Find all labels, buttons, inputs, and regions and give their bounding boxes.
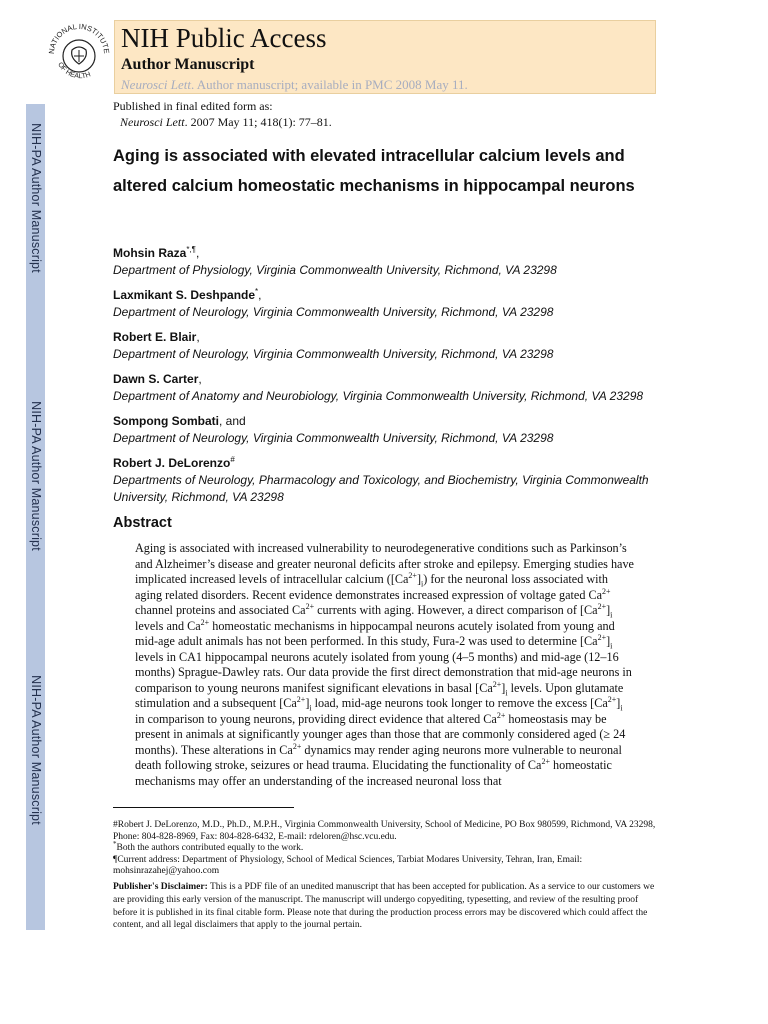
abstract-sub: i bbox=[309, 703, 312, 713]
abstract-sup: 2+ bbox=[305, 601, 315, 611]
author-suffix: , bbox=[258, 288, 262, 302]
author-affiliation: Department of Physiology, Virginia Commonwealth University, Richmond, VA 23298 bbox=[113, 263, 557, 277]
abstract-sup: 2+ bbox=[597, 632, 607, 642]
author-mark: * bbox=[255, 287, 259, 296]
abstract-sup: 2+ bbox=[296, 694, 306, 704]
abstract-text: dynamics may render aging neurons more vulnerable to neuronal death following stroke, seizures or head trauma. Elucidating the functionality of Ca bbox=[135, 742, 622, 772]
author-list bbox=[113, 241, 673, 510]
disclaimer-label: Publisher's Disclaimer: bbox=[113, 882, 208, 892]
abstract-text: ] bbox=[606, 634, 611, 648]
author-name-line bbox=[113, 409, 673, 430]
abstract-text: ] bbox=[305, 696, 310, 710]
author-mark: # bbox=[230, 455, 235, 464]
abstract-body bbox=[135, 541, 635, 789]
header-availability bbox=[121, 77, 468, 93]
abstract-text: ] bbox=[416, 572, 421, 586]
abstract-sub: i bbox=[620, 703, 623, 713]
abstract-sup: 2+ bbox=[200, 617, 210, 627]
author-name: Mohsin Raza bbox=[113, 246, 187, 260]
seal-icon bbox=[44, 14, 114, 94]
header-availability-text: . Author manuscript; available in PMC 2008 May 11. bbox=[190, 77, 468, 92]
abstract-sup: 2+ bbox=[607, 694, 617, 704]
author-name-line bbox=[113, 283, 673, 304]
abstract-sup: 2+ bbox=[602, 586, 611, 596]
author-name: Sompong Sombati bbox=[113, 414, 219, 428]
abstract-sup: 2+ bbox=[597, 601, 607, 611]
author-suffix: , and bbox=[219, 414, 246, 428]
footnote-equal bbox=[113, 840, 658, 855]
svg-text:NATIONAL INSTITUTES bbox=[44, 14, 111, 54]
abstract-text: load, mid-age neurons took longer to remove the excess [Ca bbox=[311, 696, 608, 710]
author-entry bbox=[113, 409, 673, 447]
author-name-line bbox=[113, 451, 673, 472]
abstract-text: levels in CA1 hippocampal neurons acutely isolated from young (4–5 months) and mid-age (12–16 months) Sprague-Dawley rats. Our data provide the first direct demonstration that mid-age neurons in comparison to young neurons manifest significant elevations in basal [Ca bbox=[135, 649, 632, 695]
author-mark: *,¶ bbox=[186, 245, 196, 254]
header-subtitle: Author Manuscript bbox=[121, 56, 255, 73]
author-suffix: , bbox=[196, 330, 200, 344]
sidebar-watermark bbox=[26, 104, 45, 930]
footnote-mark: ¶ bbox=[113, 854, 118, 865]
footnote-divider bbox=[113, 807, 294, 808]
author-name: Robert E. Blair bbox=[113, 330, 197, 344]
abstract-sub: i bbox=[421, 579, 424, 589]
abstract-text: levels. Upon glutamate stimulation and a subsequent [Ca bbox=[135, 680, 624, 710]
disclaimer-text: This is a PDF file of an unedited manuscript that has been accepted for publication. As a service to our customers we are providing this early version of the manuscript. The manuscript will undergo copyediting, typesetting, and review of the resulting proof before it is published in its final citable form. Please note that during the production process errors may be discovered which could affect the content, and all legal disclaimers that apply to the journal pertain. bbox=[113, 882, 655, 931]
sidebar-label-text: NIH-PA Author Manuscript bbox=[28, 675, 43, 825]
author-affiliation: Department of Neurology, Virginia Commonwealth University, Richmond, VA 23298 bbox=[113, 305, 554, 319]
abstract-text: ) for the neuronal loss associated with aging related disorders. Recent evidence demonstrates increased expression of voltage gated Ca bbox=[135, 572, 609, 602]
abstract-text: ] bbox=[501, 680, 506, 695]
author-name-line bbox=[113, 367, 673, 388]
author-affiliation: Department of Neurology, Virginia Commonwealth University, Richmond, VA 23298 bbox=[113, 431, 554, 445]
footnote-text: Both the authors contributed equally to the work. bbox=[116, 843, 304, 854]
publication-citation bbox=[113, 114, 332, 130]
author-name: Laxmikant S. Deshpande bbox=[113, 288, 256, 302]
abstract-text: channel proteins and associated Ca bbox=[135, 603, 306, 617]
abstract-text: in comparison to young neurons, providing direct evidence that altered Ca bbox=[135, 711, 497, 726]
author-name-line bbox=[113, 325, 673, 346]
citation-journal: Neurosci Lett bbox=[120, 115, 185, 129]
author-entry bbox=[113, 367, 673, 405]
seal-bottom-text: OF HEALTH bbox=[56, 61, 92, 81]
publication-info bbox=[113, 98, 332, 130]
citation-text: . 2007 May 11; 418(1): 77–81. bbox=[184, 115, 332, 129]
author-entry bbox=[113, 451, 673, 506]
abstract-sub: i bbox=[610, 610, 613, 620]
author-affiliation: Departments of Neurology, Pharmacology and Toxicology, and Biochemistry, Virginia Commonwealth University, Richmond, VA 23298 bbox=[113, 473, 649, 504]
abstract-sub: i bbox=[610, 641, 613, 651]
article-title: Aging is associated with elevated intracellular calcium levels and altered calcium homeostatic mechanisms in hippocampal neurons bbox=[113, 147, 635, 195]
header-banner bbox=[114, 20, 656, 94]
abstract-heading: Abstract bbox=[113, 515, 172, 531]
seal-top-text: NATIONAL INSTITUTE bbox=[46, 21, 112, 55]
publisher-disclaimer bbox=[113, 881, 658, 932]
footnote-text: Current address: Department of Physiology, School of Medical Sciences, Tarbiat Modares University, Tehran, Iran, Email: mohsinrazahej@yahoo.com bbox=[113, 854, 583, 877]
abstract-sup: 2+ bbox=[541, 756, 550, 766]
abstract-text: homeostasis may be present in animals at significantly younger ages than those that are commonly considered aged (≥ 24 months). These alterations in Ca bbox=[135, 711, 626, 757]
author-entry bbox=[113, 325, 673, 363]
sidebar-label-text: NIH-PA Author Manuscript bbox=[28, 401, 43, 551]
sidebar-label-text: NIH-PA Author Manuscript bbox=[28, 123, 43, 273]
author-entry bbox=[113, 241, 673, 279]
footnotes bbox=[113, 820, 658, 878]
abstract-sup: 2+ bbox=[492, 679, 502, 689]
abstract-sup: 2+ bbox=[496, 710, 506, 720]
abstract-sup: 2+ bbox=[408, 570, 417, 580]
abstract-text: currents with aging. However, a direct comparison of [Ca bbox=[314, 603, 598, 617]
abstract-text: ] bbox=[616, 696, 621, 710]
publication-line: Published in final edited form as: bbox=[113, 99, 273, 113]
author-affiliation: Department of Anatomy and Neurobiology, Virginia Commonwealth University, Richmond, VA 23298 bbox=[113, 389, 644, 403]
author-suffix: , bbox=[195, 246, 200, 260]
abstract-text: levels and Ca bbox=[135, 618, 201, 633]
abstract-sup: 2+ bbox=[292, 741, 302, 751]
author-name-line bbox=[113, 241, 673, 262]
author-entry bbox=[113, 283, 673, 321]
abstract-text: homeostatic mechanisms in hippocampal neurons acutely isolated from young and mid-age adult animals has not been performed. In this study, Fura-2 was used to determine [Ca bbox=[135, 618, 615, 648]
abstract-text: homeostatic mechanisms may offer an understanding of the increased neuronal loss that bbox=[135, 758, 612, 788]
abstract-text: ] bbox=[606, 603, 611, 617]
header-journal: Neurosci Lett bbox=[121, 77, 191, 92]
footnote-current bbox=[113, 855, 658, 878]
header-title: NIH Public Access bbox=[121, 23, 327, 53]
abstract-sub: i bbox=[505, 687, 508, 697]
author-suffix: , bbox=[198, 372, 202, 386]
nih-seal-logo bbox=[44, 14, 114, 94]
footnote-corresponding: #Robert J. DeLorenzo, M.D., Ph.D., M.P.H., Virginia Commonwealth University, School of Medicine, PO Box 980599, Richmond, VA 23298, Phone: 804-828-8969, Fax: 804-828-6432, E-mail: rdeloren@hsc.vcu.edu. bbox=[113, 820, 656, 842]
footnote-mark: * bbox=[113, 840, 117, 849]
abstract-text: Aging is associated with increased vulnerability to neurodegenerative conditions such as Parkinson’s and Alzheimer’s disease and greater neuronal deficits after stroke and epilepsy. Emerging studies have implicated increased levels of intracellular calcium ([Ca bbox=[135, 541, 634, 586]
author-name: Robert J. DeLorenzo bbox=[113, 456, 231, 470]
author-affiliation: Department of Neurology, Virginia Commonwealth University, Richmond, VA 23298 bbox=[113, 347, 554, 361]
author-name: Dawn S. Carter bbox=[113, 372, 199, 386]
